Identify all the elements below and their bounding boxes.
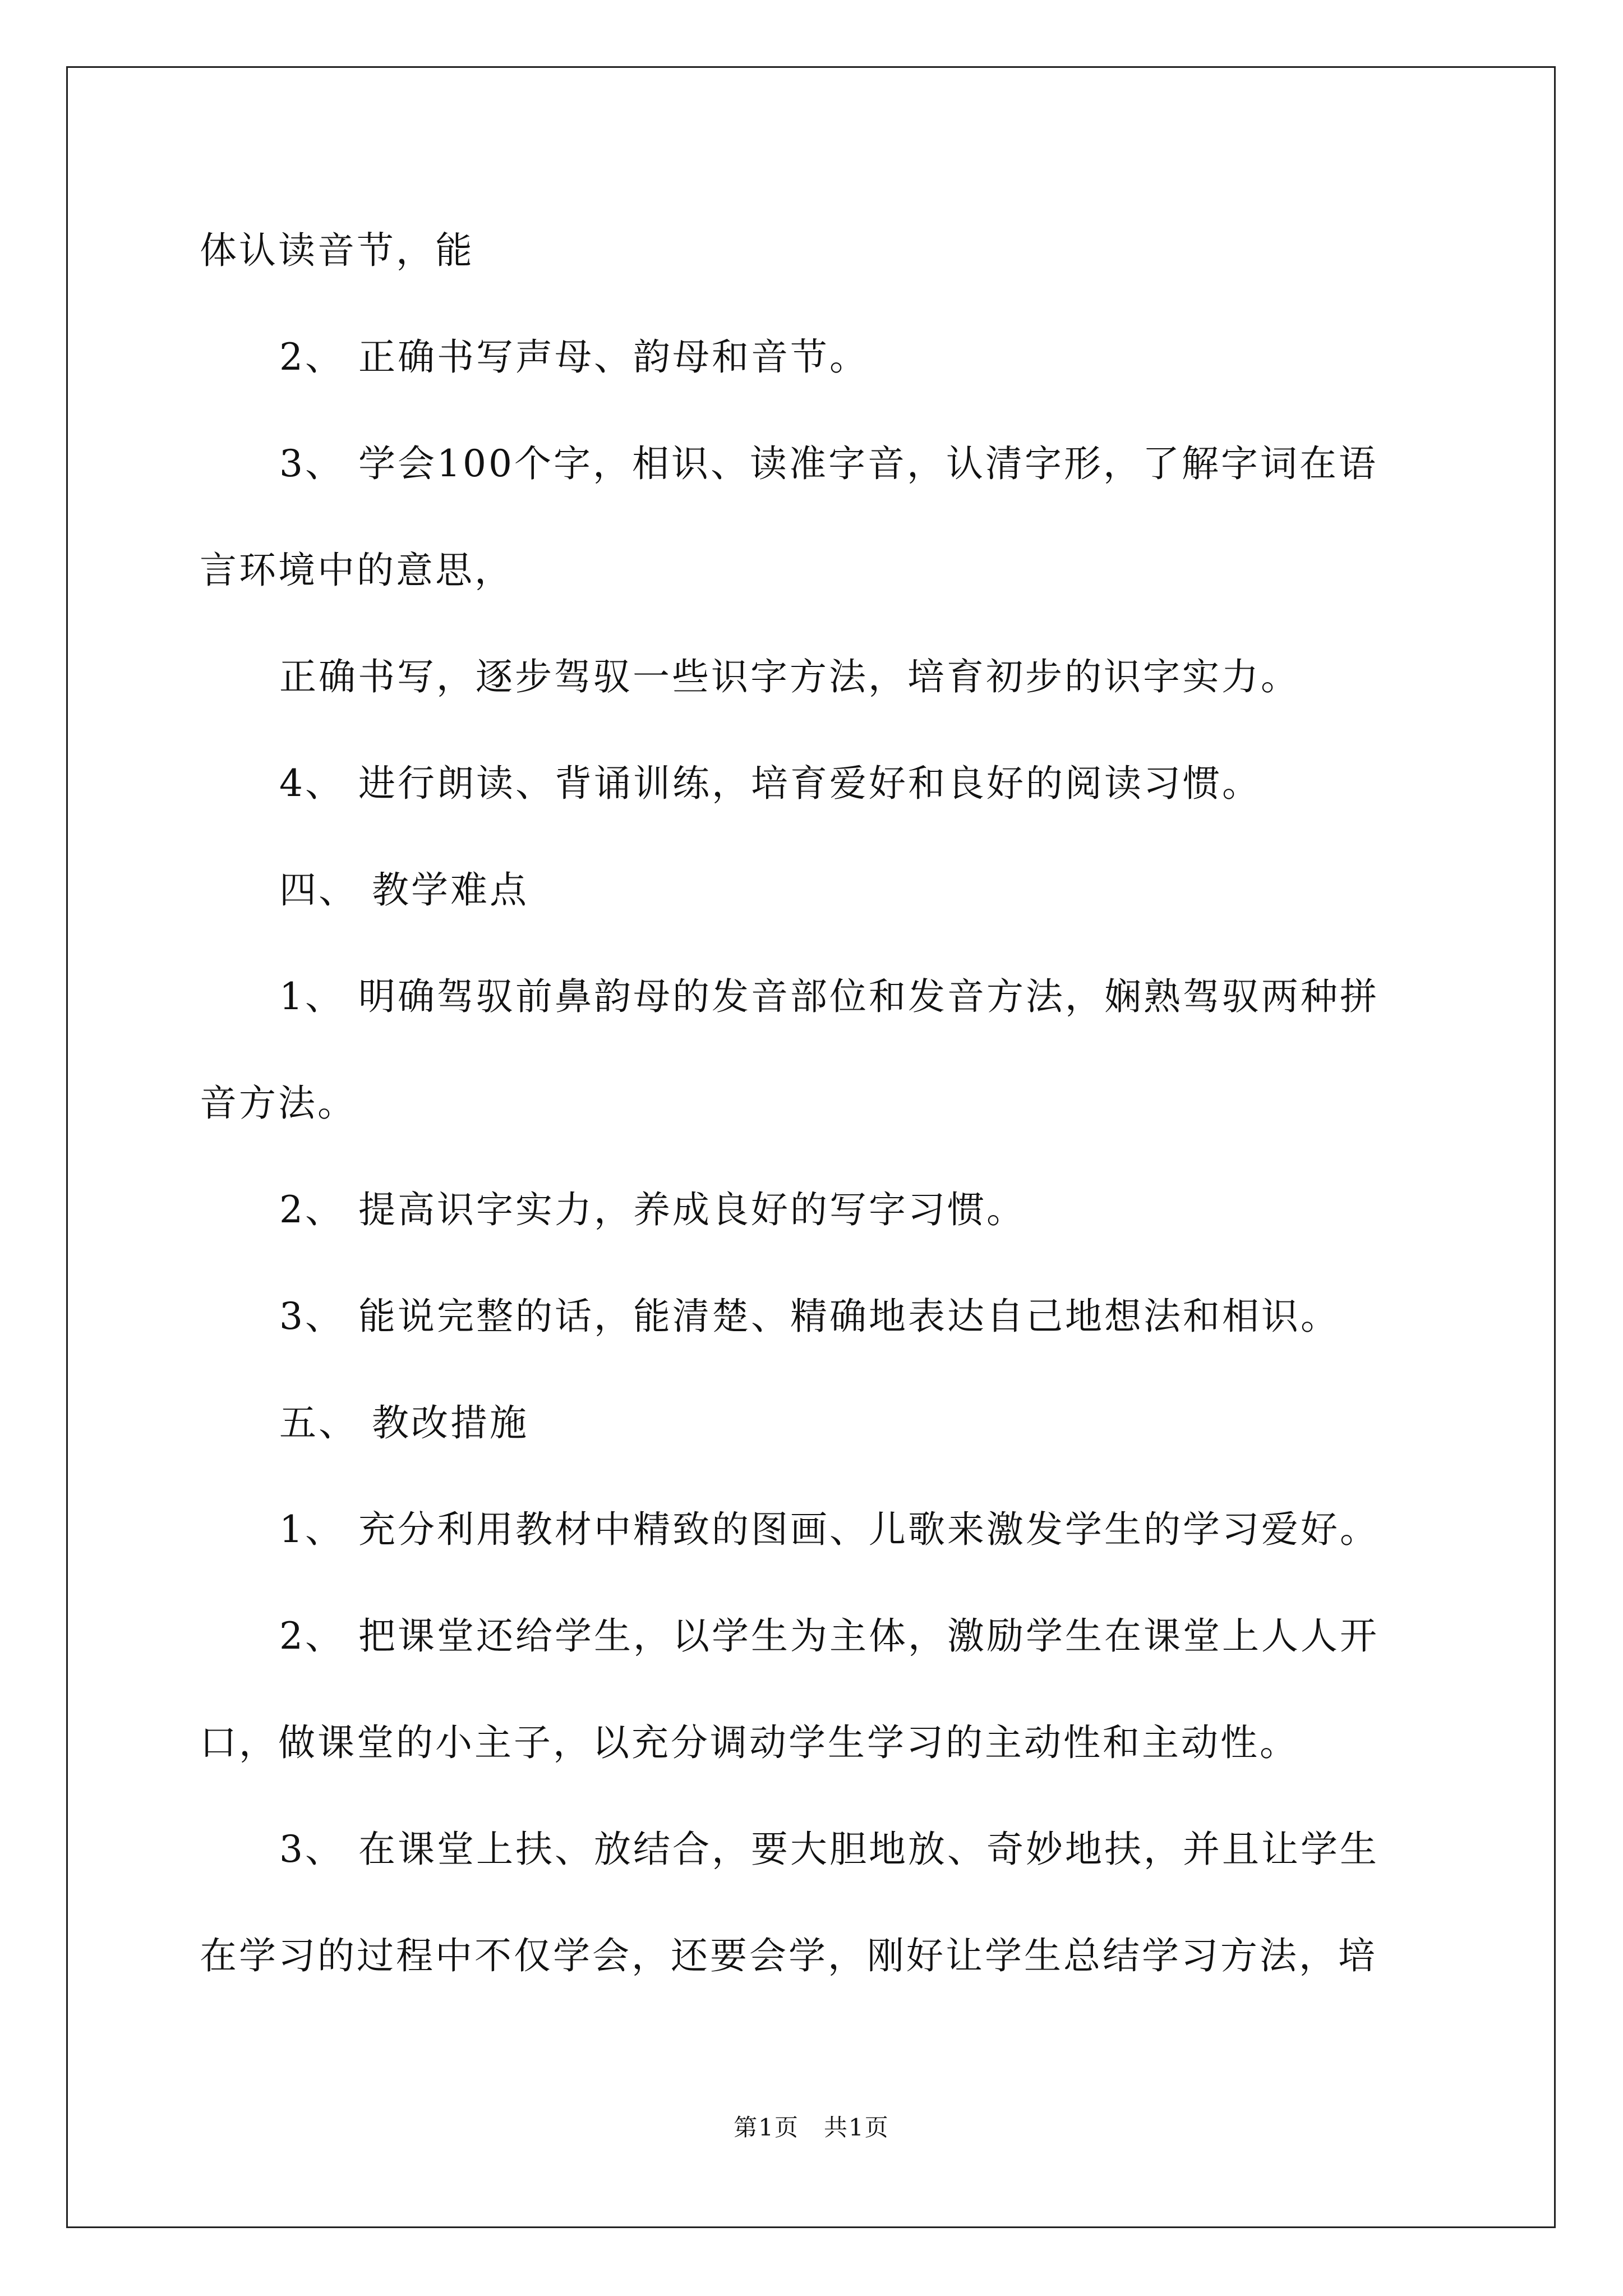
text-line: 1、 充分利用教材中精致的图画、儿歌来激发学生的学习爱好。: [279, 1508, 1379, 1551]
page-border: [66, 66, 1556, 2228]
text-line: 言环境中的意思，: [200, 549, 514, 592]
text-line: 在学习的过程中不仅学会，还要会学，刚好让学生总结学习方法，培: [200, 1934, 1377, 1977]
text-line: 音方法。: [200, 1082, 357, 1125]
text-line: 4、 进行朗读、背诵训练，培育爱好和良好的阅读习惯。: [279, 762, 1261, 805]
text-line: 2、 提高识字实力，养成良好的写字习惯。: [279, 1188, 1026, 1231]
section-heading: 五、 教改措施: [279, 1401, 529, 1444]
text-line: 3、 能说完整的话，能清楚、精确地表达自己地想法和相识。: [279, 1295, 1340, 1338]
text-line: 口，做课堂的小主子，以充分调动学生学习的主动性和主动性。: [200, 1721, 1299, 1764]
text-line: 正确书写，逐步驾驭一些识字方法，培育初步的识字实力。: [279, 655, 1300, 698]
text-line: 3、 学会100个字，相识、读准字音，认清字形，了解字词在语: [279, 442, 1378, 485]
text-line: 2、 把课堂还给学生，以学生为主体，激励学生在课堂上人人开: [279, 1614, 1379, 1658]
page-footer: 第1页 共1页: [734, 2114, 889, 2141]
text-line: 1、 明确驾驭前鼻韵母的发音部位和发音方法，娴熟驾驭两种拼: [279, 975, 1379, 1018]
text-line: 3、 在课堂上扶、放结合，要大胆地放、奇妙地扶，并且让学生: [279, 1828, 1379, 1871]
text-line: 体认读音节，能: [200, 229, 474, 272]
section-heading: 四、 教学难点: [279, 868, 529, 912]
text-line: 2、 正确书写声母、韵母和音节。: [279, 335, 869, 379]
